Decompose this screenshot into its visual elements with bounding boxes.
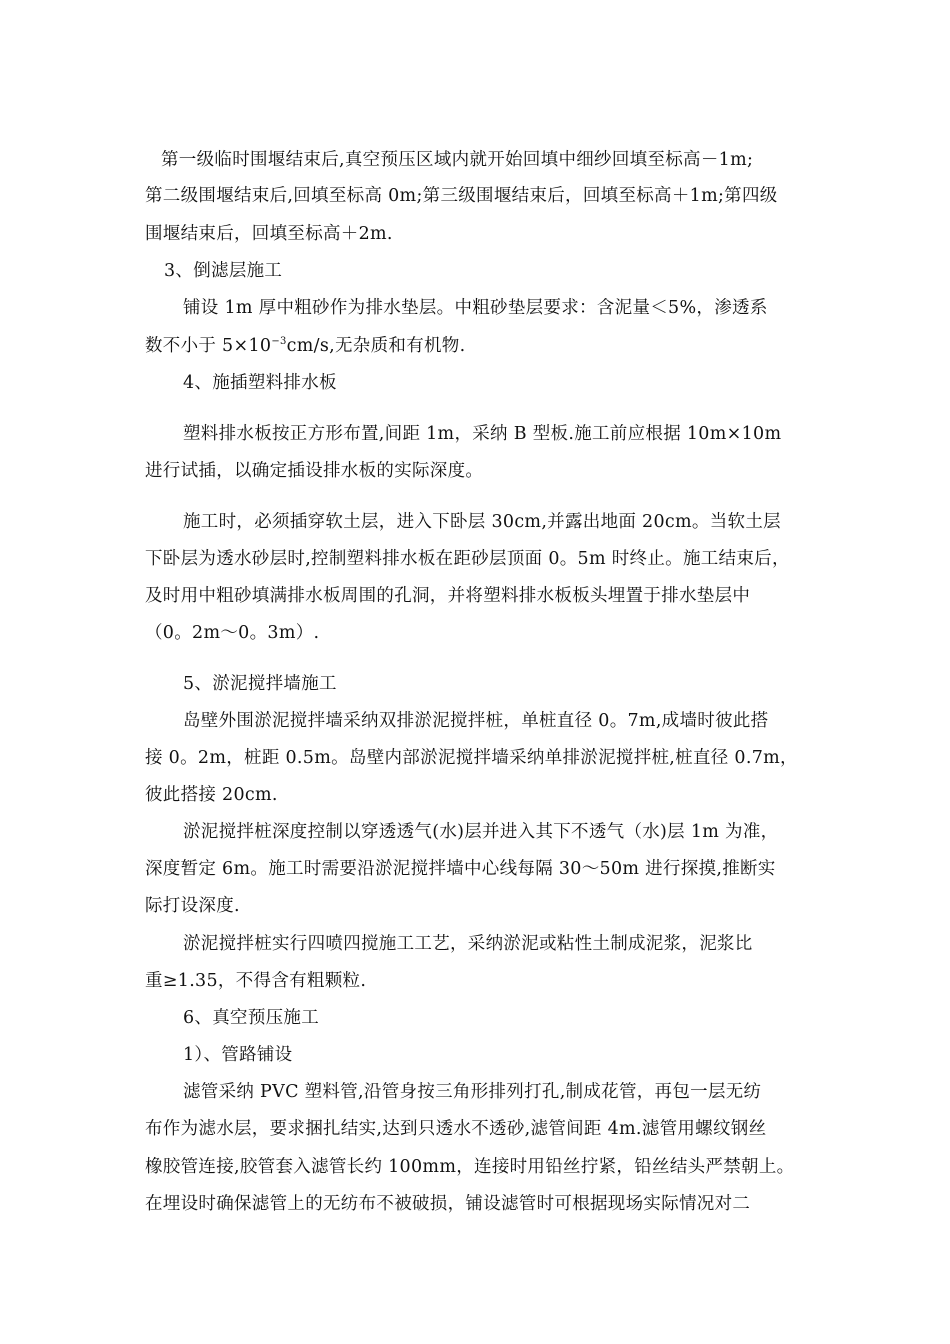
section-heading: 5、淤泥搅拌墙施工 bbox=[183, 674, 337, 694]
paragraph-line: 围堰结束后，回填至标高＋2m. bbox=[145, 224, 393, 244]
paragraph-line: 淤泥搅拌桩实行四喷四搅施工工艺，采纳淤泥或粘性土制成泥浆，泥浆比 bbox=[183, 934, 753, 954]
paragraph-line: 第二级围堰结束后,回填至标高 0m;第三级围堰结束后，回填至标高＋1m;第四级 bbox=[145, 186, 778, 206]
section-heading: 6、真空预压施工 bbox=[183, 1008, 320, 1028]
paragraph-line: 际打设深度. bbox=[145, 896, 240, 916]
paragraph-line: 重≥1.35，不得含有粗颗粒. bbox=[145, 971, 367, 991]
paragraph-line: 第一级临时围堰结束后,真空预压区域内就开始回填中细纱回填至标高－1m; bbox=[161, 150, 754, 170]
paragraph-line: 及时用中粗砂填满排水板周围的孔洞，并将塑料排水板板头埋置于排水垫层中 bbox=[145, 586, 751, 606]
paragraph-line: 布作为滤水层，要求捆扎结实,达到只透水不透砂,滤管间距 4m.滤管用螺纹钢丝 bbox=[145, 1119, 767, 1139]
paragraph-line bbox=[145, 334, 465, 358]
paragraph-line: 下卧层为透水砂层时,控制塑料排水板在距砂层顶面 0。5m 时终止。施工结束后， bbox=[145, 549, 790, 569]
paragraph-line: 淤泥搅拌桩深度控制以穿透透气(水)层并进入其下不透气（水)层 1m 为准， bbox=[183, 822, 779, 842]
paragraph-line: 铺设 1m 厚中粗砂作为排水垫层。中粗砂垫层要求：含泥量＜5%，渗透系 bbox=[183, 298, 768, 318]
subsection-heading: 1）、管路铺设 bbox=[183, 1045, 293, 1065]
paragraph-line: 在埋设时确保滤管上的无纺布不被破损，铺设滤管时可根据现场实际情况对二 bbox=[145, 1194, 751, 1214]
line-text: cm/s,无杂质和有机物. bbox=[286, 336, 466, 356]
paragraph-line: 滤管采纳 PVC 塑料管,沿管身按三角形排列打孔,制成花管，再包一层无纺 bbox=[183, 1082, 762, 1102]
paragraph-line: 橡胶管连接,胶管套入滤管长约 100mm，连接时用铅丝拧紧，铅丝结头严禁朝上。 bbox=[145, 1157, 795, 1177]
paragraph-line: 深度暂定 6m。施工时需要沿淤泥搅拌墙中心线每隔 30～50m 进行探摸,推断实 bbox=[145, 859, 776, 879]
paragraph-line: 岛壁外围淤泥搅拌墙采纳双排淤泥搅拌桩，单桩直径 0。7m,成墙时彼此搭 bbox=[183, 711, 769, 731]
line-text: 数不小于 5×10 bbox=[145, 336, 272, 356]
paragraph-line: 塑料排水板按正方形布置,间距 1m，采纳 B 型板.施工前应根据 10m×10m bbox=[183, 424, 782, 444]
paragraph-line: （0。2m～0。3m）. bbox=[145, 623, 320, 643]
paragraph-line: 进行试插，以确定插设排水板的实际深度。 bbox=[145, 461, 484, 481]
section-heading: 4、施插塑料排水板 bbox=[183, 373, 337, 393]
paragraph-line: 接 0。2m，桩距 0.5m。岛壁内部淤泥搅拌墙采纳单排淤泥搅拌桩,桩直径 0.7m， bbox=[145, 748, 798, 768]
paragraph-line: 彼此搭接 20cm. bbox=[145, 785, 278, 805]
exponent: −3 bbox=[271, 336, 287, 347]
paragraph-line: 施工时，必须插穿软土层，进入下卧层 30cm,并露出地面 20cm。当软土层 bbox=[183, 512, 781, 532]
section-heading: 3、倒滤层施工 bbox=[164, 261, 283, 281]
